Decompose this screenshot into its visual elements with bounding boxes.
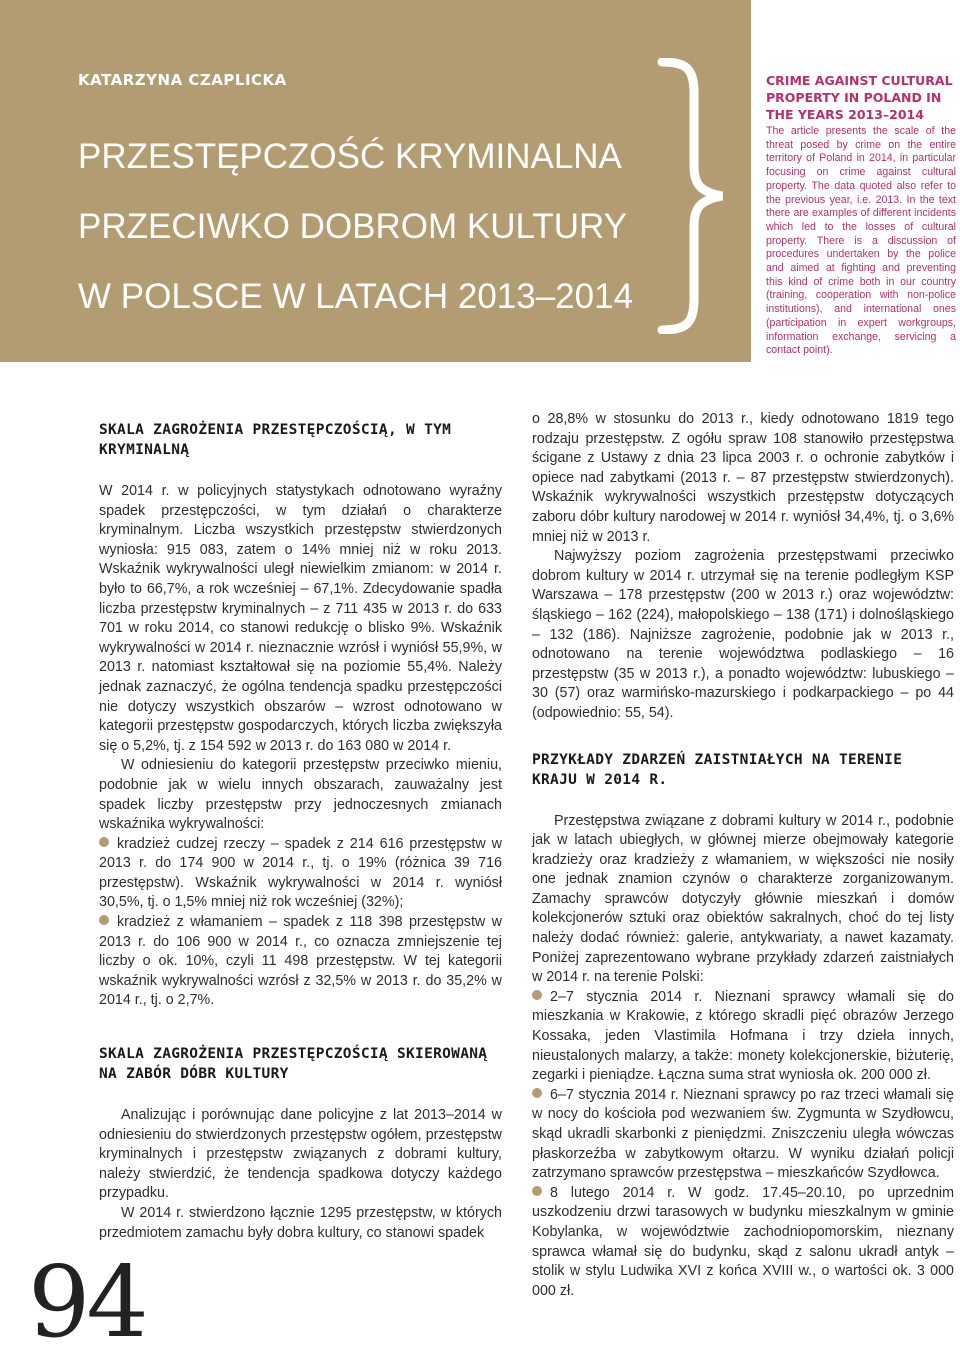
bullet-text: 2–7 stycznia 2014 r. Nieznani sprawcy włamali się do mieszkania w Krakowie, z którego skradli pięć obrazów Jerzego Kossaka, jeden Vlastimila Hofmana i trzy dzieła innych, nieustalonych malarzy, a także: monety kolekcjonerskie, biżuterię, zegarki i pieniądze. Łączna suma strat wyniosła ok. 200 000 zł. [532,988,954,1084]
page-number: 94 [28,1246,145,1360]
bullet-text: 6–7 stycznia 2014 r. Nieznani sprawcy po raz trzeci włamali się w nocy do kościoła pod wezwaniem św. Zygmunta w Szydłowcu, skąd ukradli skarbonki z pieniędzmi. Zniszczeniu uległa wówczas płaskorzeźba w zabytkowym ołtarzu. W wyniku działań policji zatrzymano sprawców przestępstwa – mieszkańców Szydłowca. [532,1086,954,1182]
bullet-item [99,835,502,913]
curly-brace-icon [644,58,744,334]
paragraph: Najwyższy poziom zagrożenia przestępstwami przeciwko dobrom kultury w 2014 r. utrzymał się na terenie podległym KSP Warszawa – 178 przestępstw (200 w 2013 r.) oraz województw: śląskiego – 162 (224), małopolskiego – 138 (171) i dolnośląskiego – 132 (186). Najniższe zagrożenie, podobnie jak w 2013 r., odnotowano na terenie województwa podlaskiego – 16 przestępstw (35 w 2013 r.), a ponadto województw: lubuskiego – 30 (57) oraz warmińsko-mazurskiego i podkarpackiego – po 44 (odpowiednio: 55, 54). [532,548,954,721]
bullet-dot-icon [99,915,109,925]
bullet-dot-icon [99,837,109,847]
section-heading: SKALA ZAGROŻENIA PRZESTĘPCZOŚCIĄ, W TYM KRYMINALNĄ [99,422,452,458]
paragraph: o 28,8% w stosunku do 2013 r., kiedy odnotowano 1819 tego rodzaju przestępstw. Z ogółu spraw 108 stanowiło przestępstwa ścigane z Ustawy z dnia 23 lipca 2003 r. o ochronie zabytków i opiece nad zabytkami (2013 r. – 87 przestępstw stwierdzonych). Wskaźnik wykrywalności wszystkich przestępstw dotyczących zaboru dóbr kultury narodowej w 2014 r. wyniósł 34,4%, tj. o 3,6% mniej niż w 2013 r. [532,411,954,545]
bullet-text: kradzież cudzej rzeczy – spadek z 214 616 przestępstw w 2013 r. do 174 900 w 2014 r., tj. o 19% (różnica 39 716 przestępstw). Wskaźnik wykrywalności w 2014 r. wyniósł 30,5%, tj. o 1,5% mniej niż rok wcześniej (32%); [99,835,502,911]
abstract-text: The article presents the scale of the threat posed by crime on the entire territory of Poland in 2014, in particular focusing on crime against cultural property. The data quoted also refer to the previous year, i.e. 2013. In the text there are examples of different incidents which led to the losses of cultural property. There is a discussion of procedures undertaken by the police and aimed at fighting and preventing this kind of crime both in our country (training, cooperation with non-police institutions), and international ones (participation in expert workgroups, information exchange, servicing a contact point). [766,125,956,357]
bullet-item [532,1184,954,1302]
section-heading: SKALA ZAGROŻENIA PRZESTĘPCZOŚCIĄ SKIEROWANĄ NA ZABÓR DÓBR KULTURY [99,1046,488,1083]
bullet-dot-icon [532,1088,542,1098]
paragraph: Przestępstwa związane z dobrami kultury w 2014 r., podobnie jak w latach ubiegłych, w głównej mierze obejmowały kategorie kradzieży oraz kradzieży z włamaniem, w większości nie nosiły one jednak znamion czynów o charakterze zorganizowanym. Zamachy sprawców dotyczyły głównie mieszkań i domów kolekcjonerów sztuki oraz obiektów sakralnych, choć do tej listy należy dodać również: galerie, antykwariaty, a nawet kazamaty. Poniżej zaprezentowano wybrane przykłady zdarzeń zaistniałych w 2014 r. na terenie Polski: [532,812,954,986]
bullet-text: kradzież z włamaniem – spadek z 118 398 przestępstw w 2013 r. do 106 900 w 2014 r., co oznacza zmniejszenie tej liczby o ok. 10%, czyli 11 498 przestępstw. W tej kategorii wskaźnik wykrywalności wzrósł z 32,5% w 2013 r. do 35,2% w 2014 r., tj. o 2,7%. [99,914,502,1009]
paragraph: W 2014 r. stwierdzono łącznie 1295 przestępstw, w których przedmiotem zamachu były dobra kultury, co stanowi spadek [99,1205,502,1241]
bullet-item [532,988,954,1086]
bullet-item [532,1086,954,1184]
author-name: KATARZYNA CZAPLICKA [78,71,287,89]
section-heading: PRZYKŁADY ZDARZEŃ ZAISTNIAŁYCH NA TERENIE KRAJU W 2014 R. [532,751,903,788]
title-line: W POLSCE W LATACH 2013–2014 [78,277,634,316]
english-abstract [766,72,956,358]
abstract-title: CRIME AGAINST CULTURAL PROPERTY IN POLAND IN THE YEARS 2013–2014 [766,73,953,122]
paragraph: W odniesieniu do kategorii przestępstw przeciwko mieniu, podobnie jak w wielu innych obszarach, zauważalny jest spadek liczby przestępstw przy jednoczesnych zmianach wskaźnika wykrywalności: [99,757,502,833]
bullet-text: 8 lutego 2014 r. W godz. 17.45–20.10, po uprzednim uszkodzeniu drzwi tarasowych w budynku mieszkalnym w gminie Kobylanka, w województwie zachodniopomorskim, nieznany sprawca włamał się do budynku, skąd z salonu ukradł antyk – stolik w stylu Ludwika XVI z końca XVIII w., o wartości ok. 3 000 000 zł. [532,1184,954,1299]
bullet-dot-icon [532,990,542,1000]
paragraph: W 2014 r. w policyjnych statystykach odnotowano wyraźny spadek przestępczości, w tym działań o charakterze kryminalnym. Liczba wszystkich przestępstw stwierdzonych wyniosła: 915 083, zatem o 14% mniej niż w roku 2013. Wskaźnik wykrywalności uległ niewielkim zmianom: w 2014 r. było to 66,7%, a rok wcześniej – 67,1%. Zdecydowanie spadła liczba przestępstw kryminalnych – z 711 435 w 2013 r. do 633 701 w roku 2014, co stanowi redukcję o blisko 9%. Wskaźnik wykrywalności w 2014 r. nieznacznie wzrósł i wyniósł 55,9%, w 2013 r. natomiast kształtował się na poziomie 55,4%. Należy jednak zaznaczyć, że ogólna tendencja spadku przestępczości nie dotyczy wszystkich obszarów – wzrost odnotowano w kategorii przestępstw gospodarczych, których liczba zwiększyła się o 5,2%, tj. z 154 592 w 2013 r. do 163 080 w 2014 r. [99,483,502,754]
right-column [532,410,954,1301]
left-column [99,420,502,1243]
paragraph: Analizując i porównując dane policyjne z lat 2013–2014 w odniesieniu do stwierdzonych przestępstw ogółem, przestępstw kryminalnych i przestępstw związanych z dobrami kultury, należy stwierdzić, że tendencja spadkowa dotyczy każdego przypadku. [99,1107,502,1202]
bullet-item [99,913,502,1011]
article-title [78,122,658,332]
title-line: PRZESTĘPCZOŚĆ KRYMINALNA [78,137,622,176]
bullet-dot-icon [532,1186,542,1196]
header-banner [0,0,751,362]
title-line: PRZECIWKO DOBROM KULTURY [78,207,628,246]
